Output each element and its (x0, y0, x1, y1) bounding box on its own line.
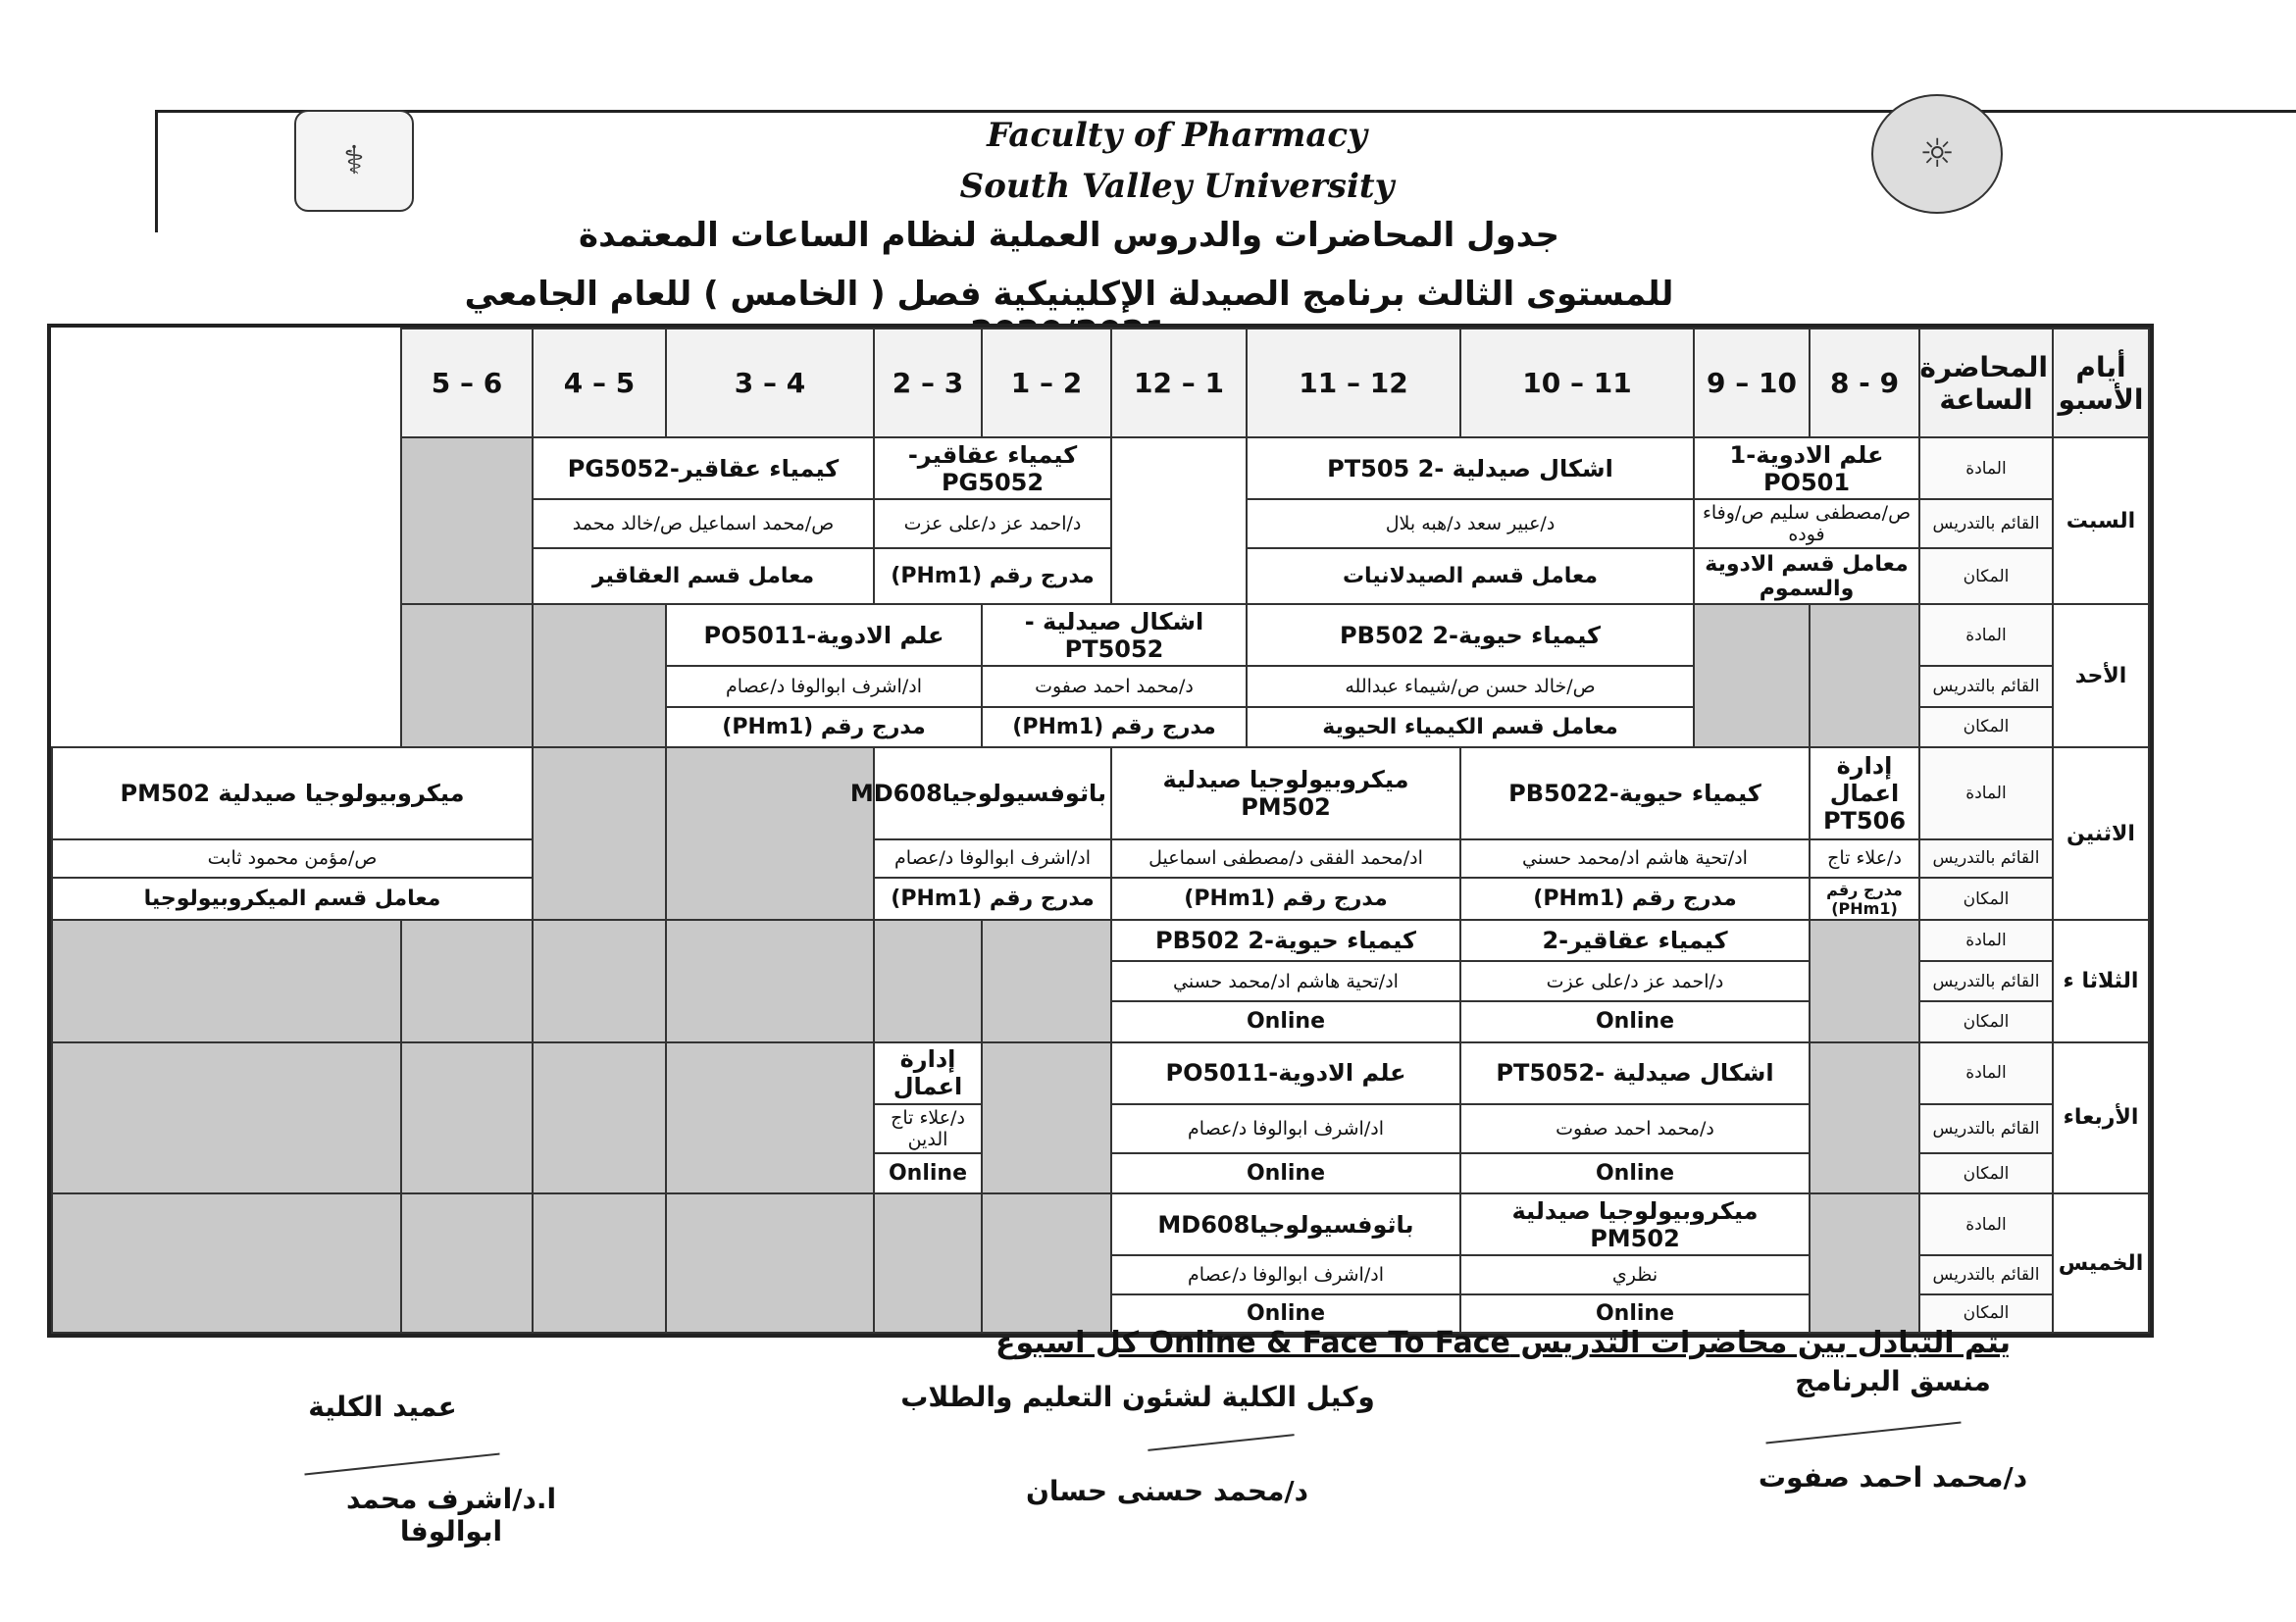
row-label: المادة (1919, 747, 2053, 839)
row-label: المادة (1919, 920, 2053, 960)
university-name: South Valley University (959, 167, 1395, 206)
sat-place-3: مدرج رقم (PHm1) (874, 548, 1111, 604)
empty-cell (401, 920, 533, 1041)
mon-place-4: مدرج رقم (PHm1) (874, 878, 1111, 921)
row-label: القائم بالتدريس (1919, 499, 2053, 548)
day-wednesday: الأربعاء (2053, 1042, 2149, 1194)
row-label: المكان (1919, 548, 2053, 604)
empty-cell (533, 920, 666, 1041)
empty-cell (1810, 1042, 1919, 1194)
time-slot: 6 – 5 (401, 329, 533, 437)
sun-instructor-2: د/محمد احمد صفوت (982, 666, 1247, 706)
university-logo: ☼ (1871, 94, 2003, 214)
coordinator-name: د/محمد احمد صفوت (1758, 1461, 2028, 1494)
empty-cell (401, 604, 533, 747)
day-saturday: السبت (2053, 437, 2149, 604)
thu-instructor-2: اد/اشرف ابوالوفا د/عصام (1111, 1255, 1460, 1293)
empty-cell (1810, 920, 1919, 1041)
empty-cell (982, 1193, 1111, 1333)
empty-cell (533, 747, 666, 920)
faculty-name: Faculty of Pharmacy (987, 116, 1367, 155)
dean-title: عميد الكلية (308, 1391, 457, 1423)
labels-header: المحاضرة الساعة (1919, 329, 2053, 437)
wed-subject-2: علم الادوية-PO5011 (1111, 1042, 1460, 1104)
days-header: أيام الأسبو (2053, 329, 2149, 437)
sat-instructor-4: ص/محمد اسماعيل ص/خالد محمد (533, 499, 874, 548)
time-slot: 1 – 12 (1111, 329, 1247, 437)
tue-place-1: Online (1460, 1001, 1810, 1041)
sun-subject-1: كيمياء حيوية-2 PB502 (1247, 604, 1694, 666)
empty-cell (982, 1042, 1111, 1194)
row-label: المادة (1919, 1193, 2053, 1255)
row-label: المادة (1919, 437, 2053, 499)
wed-subject-1: اشكال صيدلية -PT5052 (1460, 1042, 1810, 1104)
mon-place-5: معامل قسم الميكروبيولوجيا (52, 878, 533, 921)
sat-subject-4: كيمياء عقاقير-PG5052 (533, 437, 874, 499)
mon-subject-4: باثوفسيولوجياMD608 (874, 747, 1111, 839)
empty-cell (533, 1193, 666, 1333)
empty-cell (874, 1193, 982, 1333)
sat-subject-1: علم الادوية-1 PO501 (1694, 437, 1919, 499)
row-label: المكان (1919, 1294, 2053, 1333)
empty-cell (533, 604, 666, 747)
mon-instructor-3: اد/محمد الفقى د/مصطفى اسماعيل (1111, 839, 1460, 878)
wed-place-2: Online (1111, 1153, 1460, 1193)
empty-cell (1810, 604, 1919, 747)
coordinator-signature (1765, 1422, 1961, 1445)
mon-subject-5: ميكروبيولوجيا صيدلية PM502 (52, 747, 533, 839)
wed-instructor-3: د/علاء تاج الدين (874, 1104, 982, 1153)
dean-name: ا.د/اشرف محمد ابوالوفا (345, 1483, 557, 1547)
wed-subject-3: إدارة اعمال (874, 1042, 982, 1104)
row-label: القائم بالتدريس (1919, 961, 2053, 1001)
day-tuesday: الثلاثا ء (2053, 920, 2149, 1041)
thu-instructor-1: نظري (1460, 1255, 1810, 1293)
time-slot: 9 - 8 (1810, 329, 1919, 437)
schedule-table (47, 324, 2154, 1338)
time-slot: 3 – 2 (874, 329, 982, 437)
row-label: المادة (1919, 1042, 2053, 1104)
sat-subject-3: كيمياء عقاقير-PG5052 (874, 437, 1111, 499)
sun-subject-2: اشكال صيدلية -PT5052 (982, 604, 1247, 666)
empty-cell (52, 1193, 401, 1333)
sun-place-3: مدرج رقم (PHm1) (666, 707, 982, 747)
thu-place-2: Online (1111, 1294, 1460, 1333)
mon-subject-2: كيمياء حيوية-PB5022 (1460, 747, 1810, 839)
empty-cell (401, 1193, 533, 1333)
row-label: القائم بالتدريس (1919, 1104, 2053, 1153)
mon-instructor-1: د/علاء تاج (1810, 839, 1919, 878)
empty-cell (666, 747, 874, 920)
empty-cell (666, 1193, 874, 1333)
day-monday: الاثنين (2053, 747, 2149, 920)
mon-instructor-4: اد/اشرف ابوالوفا د/عصام (874, 839, 1111, 878)
empty-cell (401, 1042, 533, 1194)
empty-cell (1111, 437, 1247, 604)
sun-place-1: معامل قسم الكيمياء الحيوية (1247, 707, 1694, 747)
time-slot: 4 – 3 (666, 329, 874, 437)
mon-subject-3: ميكروبيولوجيا صيدلية PM502 (1111, 747, 1460, 839)
mon-place-3: مدرج رقم (PHm1) (1111, 878, 1460, 921)
thu-place-1: Online (1460, 1294, 1810, 1333)
empty-cell (874, 920, 982, 1041)
mon-place-1: مدرج رقم (PHm1) (1810, 878, 1919, 921)
day-sunday: الأحد (2053, 604, 2149, 747)
sat-subject-2: اشكال صيدلية -2 PT505 (1247, 437, 1694, 499)
time-slot: 2 – 1 (982, 329, 1111, 437)
sat-place-1: معامل قسم الادوية والسموم (1694, 548, 1919, 604)
page-title: جدول المحاضرات والدروس العملية لنظام الساعات المعتمدة (579, 216, 1559, 255)
exchange-note: يتم التبادل بين محاضرات التدريس Online & Face To Face كل اسبوع (995, 1326, 2011, 1360)
mon-instructor-5: ص/مؤمن محمود ثابت (52, 839, 533, 878)
sun-place-2: مدرج رقم (PHm1) (982, 707, 1247, 747)
header-row (52, 329, 2149, 437)
thu-subject-2: باثوفسيولوجياMD608 (1111, 1193, 1460, 1255)
time-slot: 10 – 9 (1694, 329, 1810, 437)
wed-place-1: Online (1460, 1153, 1810, 1193)
vice-dean-name: د/محمد حسنى حسان (1025, 1475, 1309, 1507)
row-label: القائم بالتدريس (1919, 666, 2053, 706)
dean-signature (304, 1453, 499, 1476)
row-label: القائم بالتدريس (1919, 839, 2053, 878)
sat-instructor-1: ص/مصطفى سليم ص/وفاء فوده (1694, 499, 1919, 548)
tue-subject-1: كيمياء عقاقير-2 (1460, 920, 1810, 960)
coordinator-title: منسق البرنامج (1795, 1365, 1991, 1397)
row-label: المادة (1919, 604, 2053, 666)
day-thursday: الخميس (2053, 1193, 2149, 1333)
thu-subject-1: ميكروبيولوجيا صيدلية PM502 (1460, 1193, 1810, 1255)
empty-cell (52, 1042, 401, 1194)
tue-instructor-1: د/احمد عز د/على عزت (1460, 961, 1810, 1001)
mon-subject-1: إدارة اعمال PT506 (1810, 747, 1919, 839)
mon-place-2: مدرج رقم (PHm1) (1460, 878, 1810, 921)
faculty-logo: ⚕ (294, 110, 414, 212)
sat-place-4: معامل قسم العقاقير (533, 548, 874, 604)
empty-cell (1810, 1193, 1919, 1333)
row-label: المكان (1919, 707, 2053, 747)
sat-instructor-2: د/عبير سعد د/هبه بلال (1247, 499, 1694, 548)
empty-cell (666, 920, 874, 1041)
tue-instructor-2: اد/تحية هاشم اد/محمد حسني (1111, 961, 1460, 1001)
sat-instructor-3: د/احمد عز د/على عزت (874, 499, 1111, 548)
time-slot: 5 – 4 (533, 329, 666, 437)
empty-cell (52, 920, 401, 1041)
wed-instructor-1: د/محمد احمد صفوت (1460, 1104, 1810, 1153)
sun-instructor-3: اد/اشرف ابوالوفا د/عصام (666, 666, 982, 706)
sun-instructor-1: ص/خالد حسن ص/شيماء عبدالله (1247, 666, 1694, 706)
time-slot: 12 – 11 (1247, 329, 1460, 437)
empty-cell (666, 1042, 874, 1194)
sun-subject-3: علم الادوية-PO5011 (666, 604, 982, 666)
sat-place-2: معامل قسم الصيدلانيات (1247, 548, 1694, 604)
wed-place-3: Online (874, 1153, 982, 1193)
tue-subject-2: كيمياء حيوية-2 PB502 (1111, 920, 1460, 960)
tue-place-2: Online (1111, 1001, 1460, 1041)
mon-instructor-2: اد/تحية هاشم اد/محمد حسني (1460, 839, 1810, 878)
empty-cell (533, 1042, 666, 1194)
vice-dean-title: وكيل الكلية لشئون التعليم والطلاب (900, 1381, 1375, 1413)
row-label: المكان (1919, 1001, 2053, 1041)
empty-cell (1694, 604, 1810, 747)
time-slot: 11 – 10 (1460, 329, 1694, 437)
page-subtitle: للمستوى الثالث برنامج الصيدلة الإكلينيكية فصل ( الخامس ) للعام الجامعي (464, 275, 1674, 314)
row-label: المكان (1919, 878, 2053, 921)
empty-cell (982, 920, 1111, 1041)
vice-dean-signature (1148, 1434, 1294, 1451)
row-label: القائم بالتدريس (1919, 1255, 2053, 1293)
wed-instructor-2: اد/اشرف ابوالوفا د/عصام (1111, 1104, 1460, 1153)
row-label: المكان (1919, 1153, 2053, 1193)
empty-cell (401, 437, 533, 604)
